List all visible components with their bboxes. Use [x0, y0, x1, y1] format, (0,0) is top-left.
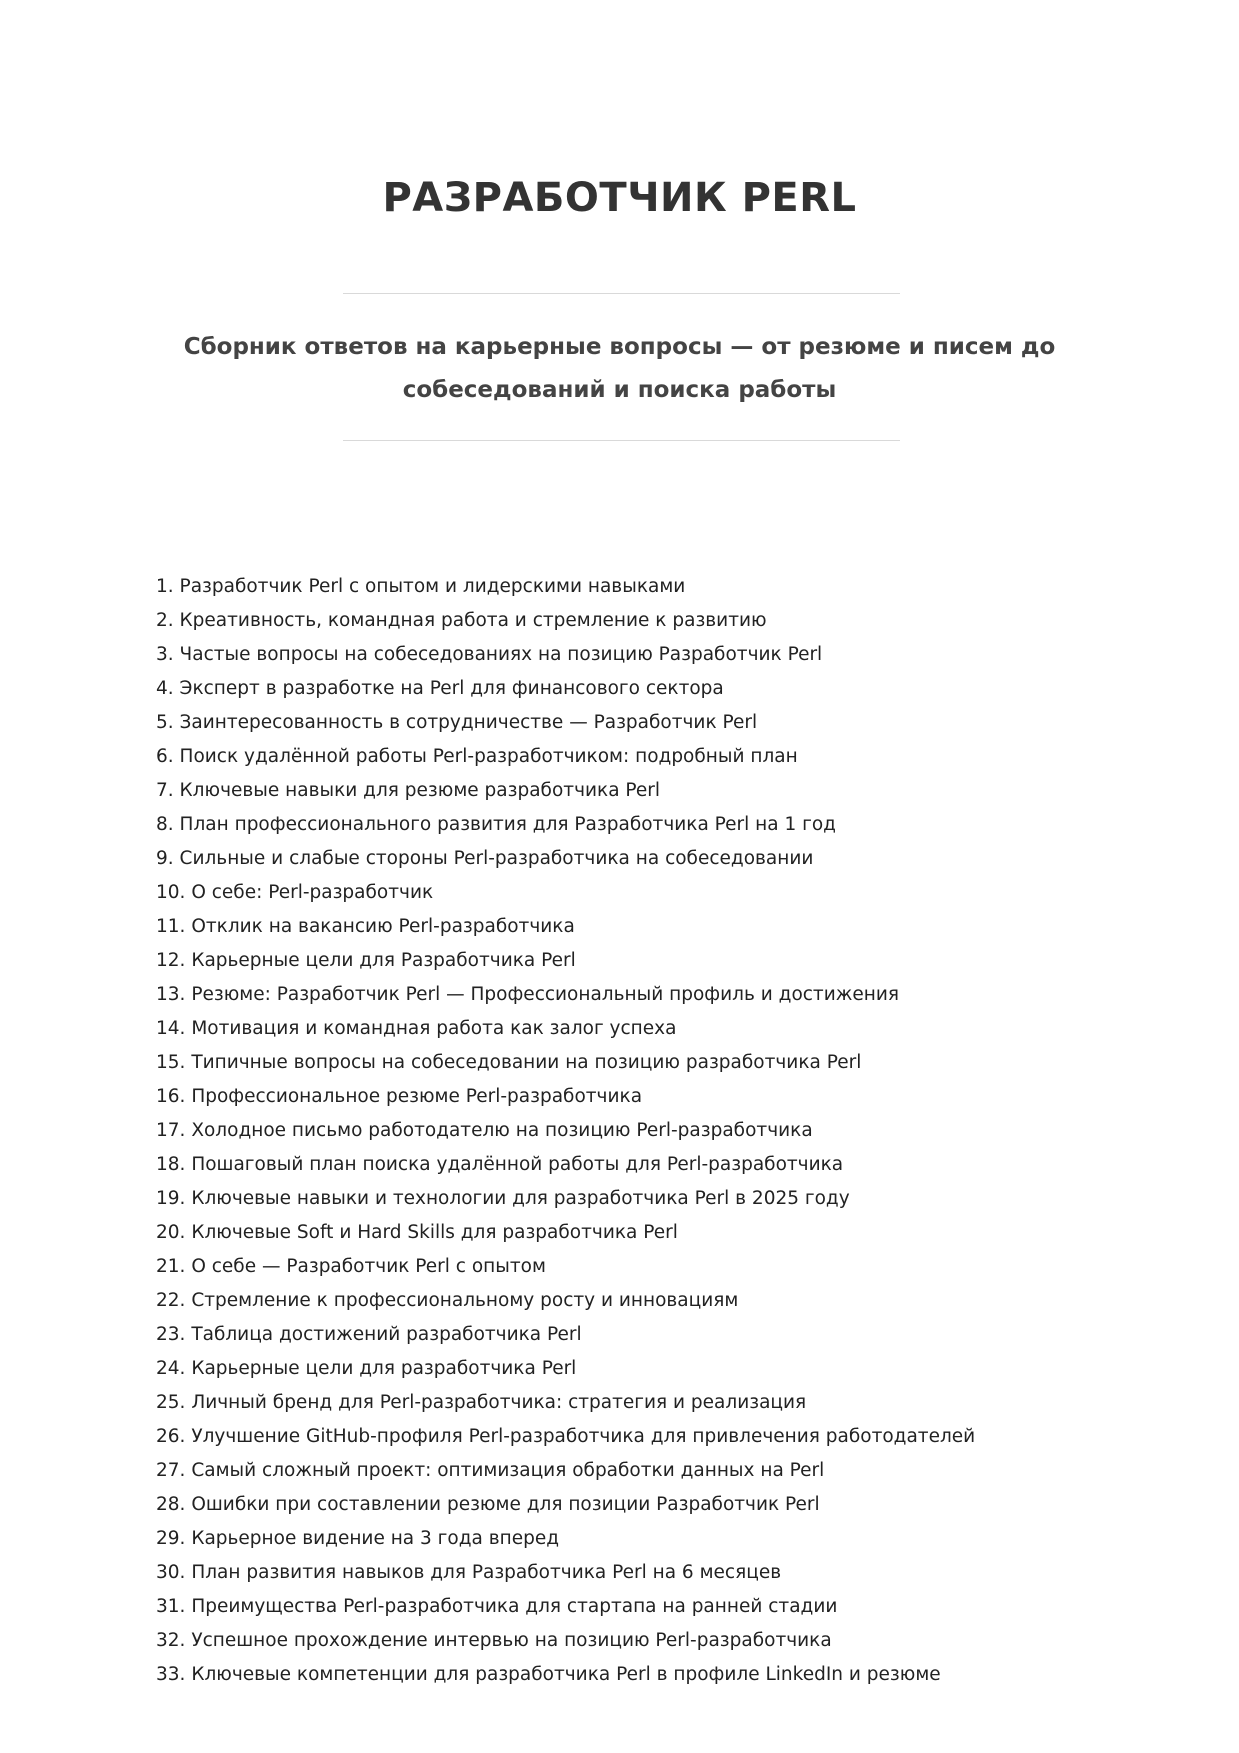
toc-item-text: План профессионального развития для Разработчика Perl на 1 год: [179, 814, 836, 835]
toc-item[interactable]: [156, 1148, 1156, 1182]
toc-item[interactable]: [156, 1590, 1156, 1624]
toc-item[interactable]: [156, 1216, 1156, 1250]
toc-item[interactable]: [156, 1046, 1156, 1080]
toc-item-number: 7.: [156, 780, 174, 801]
toc-item-number: 23.: [156, 1324, 186, 1345]
toc-item-text: Улучшение GitHub-профиля Perl-разработчика для привлечения работодателей: [191, 1426, 976, 1447]
toc-item[interactable]: [156, 740, 1156, 774]
toc-item-text: О себе — Разработчик Perl с опытом: [191, 1256, 546, 1277]
toc-item[interactable]: [156, 672, 1156, 706]
divider-top: [343, 293, 900, 294]
toc-item-number: 1.: [156, 576, 174, 597]
toc-item-text: Карьерные цели для разработчика Perl: [191, 1358, 577, 1379]
toc-item-text: Ключевые навыки и технологии для разработчика Perl в 2025 году: [191, 1188, 850, 1209]
toc-item-number: 27.: [156, 1460, 186, 1481]
toc-item[interactable]: [156, 1114, 1156, 1148]
toc-item-number: 21.: [156, 1256, 186, 1277]
toc-item-text: Ошибки при составлении резюме для позиции Разработчик Perl: [191, 1494, 820, 1515]
toc-item-text: Личный бренд для Perl-разработчика: стратегия и реализация: [191, 1392, 807, 1413]
table-of-contents: [156, 570, 1156, 1692]
toc-item-text: О себе: Perl-разработчик: [191, 882, 434, 903]
toc-item[interactable]: [156, 1012, 1156, 1046]
toc-item-text: Ключевые Soft и Hard Skills для разработчика Perl: [191, 1222, 678, 1243]
toc-item-text: Карьерные цели для Разработчика Perl: [191, 950, 576, 971]
toc-item-number: 26.: [156, 1426, 186, 1447]
toc-item-text: Пошаговый план поиска удалённой работы для Perl-разработчика: [191, 1154, 844, 1175]
toc-item-number: 2.: [156, 610, 174, 631]
toc-item-text: План развития навыков для Разработчика Perl на 6 месяцев: [191, 1562, 782, 1583]
toc-item[interactable]: [156, 1624, 1156, 1658]
toc-item-text: Сильные и слабые стороны Perl-разработчика на собеседовании: [179, 848, 814, 869]
toc-item-number: 3.: [156, 644, 174, 665]
toc-item-number: 32.: [156, 1630, 186, 1651]
toc-item[interactable]: [156, 774, 1156, 808]
toc-item[interactable]: [156, 910, 1156, 944]
toc-item[interactable]: [156, 638, 1156, 672]
toc-item-text: Ключевые навыки для резюме разработчика Perl: [179, 780, 661, 801]
toc-item[interactable]: [156, 842, 1156, 876]
toc-item[interactable]: [156, 1284, 1156, 1318]
toc-item-number: 12.: [156, 950, 186, 971]
toc-item-number: 18.: [156, 1154, 186, 1175]
toc-item-text: Самый сложный проект: оптимизация обработки данных на Perl: [191, 1460, 825, 1481]
divider-bottom: [343, 440, 900, 441]
toc-item-number: 15.: [156, 1052, 186, 1073]
page-subtitle: Сборник ответов на карьерные вопросы — от резюме и писем до собеседований и поиска работы: [183, 334, 1056, 403]
toc-item-text: Эксперт в разработке на Perl для финансового сектора: [179, 678, 724, 699]
toc-item[interactable]: [156, 1250, 1156, 1284]
toc-item[interactable]: [156, 944, 1156, 978]
toc-item-number: 24.: [156, 1358, 186, 1379]
toc-item-text: Ключевые компетенции для разработчика Perl в профиле LinkedIn и резюме: [191, 1664, 941, 1685]
toc-item[interactable]: [156, 876, 1156, 910]
toc-item[interactable]: [156, 1420, 1156, 1454]
toc-item[interactable]: [156, 1522, 1156, 1556]
toc-item-number: 11.: [156, 916, 186, 937]
toc-item-number: 31.: [156, 1596, 186, 1617]
toc-item[interactable]: [156, 1488, 1156, 1522]
toc-item-number: 5.: [156, 712, 174, 733]
toc-item[interactable]: [156, 1080, 1156, 1114]
toc-item[interactable]: [156, 978, 1156, 1012]
toc-item[interactable]: [156, 604, 1156, 638]
toc-item[interactable]: [156, 706, 1156, 740]
toc-item-text: Преимущества Perl-разработчика для стартапа на ранней стадии: [191, 1596, 838, 1617]
toc-item-number: 20.: [156, 1222, 186, 1243]
toc-item-number: 29.: [156, 1528, 186, 1549]
toc-item-text: Типичные вопросы на собеседовании на позицию разработчика Perl: [191, 1052, 862, 1073]
toc-item[interactable]: [156, 1318, 1156, 1352]
toc-item-number: 10.: [156, 882, 186, 903]
toc-item-text: Стремление к профессиональному росту и инновациям: [191, 1290, 739, 1311]
toc-item-text: Холодное письмо работодателю на позицию Perl-разработчика: [191, 1120, 813, 1141]
toc-item-number: 14.: [156, 1018, 186, 1039]
toc-item-text: Поиск удалённой работы Perl-разработчиком: подробный план: [179, 746, 798, 767]
toc-item-text: Успешное прохождение интервью на позицию Perl-разработчика: [191, 1630, 832, 1651]
toc-item-number: 30.: [156, 1562, 186, 1583]
toc-item[interactable]: [156, 808, 1156, 842]
toc-item-number: 16.: [156, 1086, 186, 1107]
toc-item[interactable]: [156, 1454, 1156, 1488]
toc-item-number: 6.: [156, 746, 174, 767]
toc-item-text: Мотивация и командная работа как залог успеха: [191, 1018, 677, 1039]
toc-item-number: 25.: [156, 1392, 186, 1413]
toc-item[interactable]: [156, 570, 1156, 604]
toc-item[interactable]: [156, 1386, 1156, 1420]
toc-item[interactable]: [156, 1182, 1156, 1216]
toc-item-text: Карьерное видение на 3 года вперед: [191, 1528, 560, 1549]
toc-item-text: Креативность, командная работа и стремление к развитию: [179, 610, 767, 631]
toc-item-number: 17.: [156, 1120, 186, 1141]
toc-item-number: 28.: [156, 1494, 186, 1515]
toc-item-text: Профессиональное резюме Perl-разработчика: [191, 1086, 643, 1107]
toc-item-number: 33.: [156, 1664, 186, 1685]
toc-item[interactable]: [156, 1352, 1156, 1386]
toc-item-text: Таблица достижений разработчика Perl: [191, 1324, 582, 1345]
toc-item-number: 9.: [156, 848, 174, 869]
toc-item-number: 22.: [156, 1290, 186, 1311]
toc-item-number: 4.: [156, 678, 174, 699]
toc-item-text: Отклик на вакансию Perl-разработчика: [191, 916, 575, 937]
toc-item-text: Заинтересованность в сотрудничестве — Разработчик Perl: [179, 712, 758, 733]
page-title: РАЗРАБОТЧИК PERL: [382, 175, 857, 221]
toc-item[interactable]: [156, 1556, 1156, 1590]
toc-item-number: 19.: [156, 1188, 186, 1209]
toc-item-text: Разработчик Perl с опытом и лидерскими навыками: [179, 576, 686, 597]
toc-item-text: Резюме: Разработчик Perl — Профессиональный профиль и достижения: [191, 984, 900, 1005]
toc-item-number: 8.: [156, 814, 174, 835]
toc-item[interactable]: [156, 1658, 1156, 1692]
toc-item-text: Частые вопросы на собеседованиях на позицию Разработчик Perl: [179, 644, 823, 665]
toc-item-number: 13.: [156, 984, 186, 1005]
